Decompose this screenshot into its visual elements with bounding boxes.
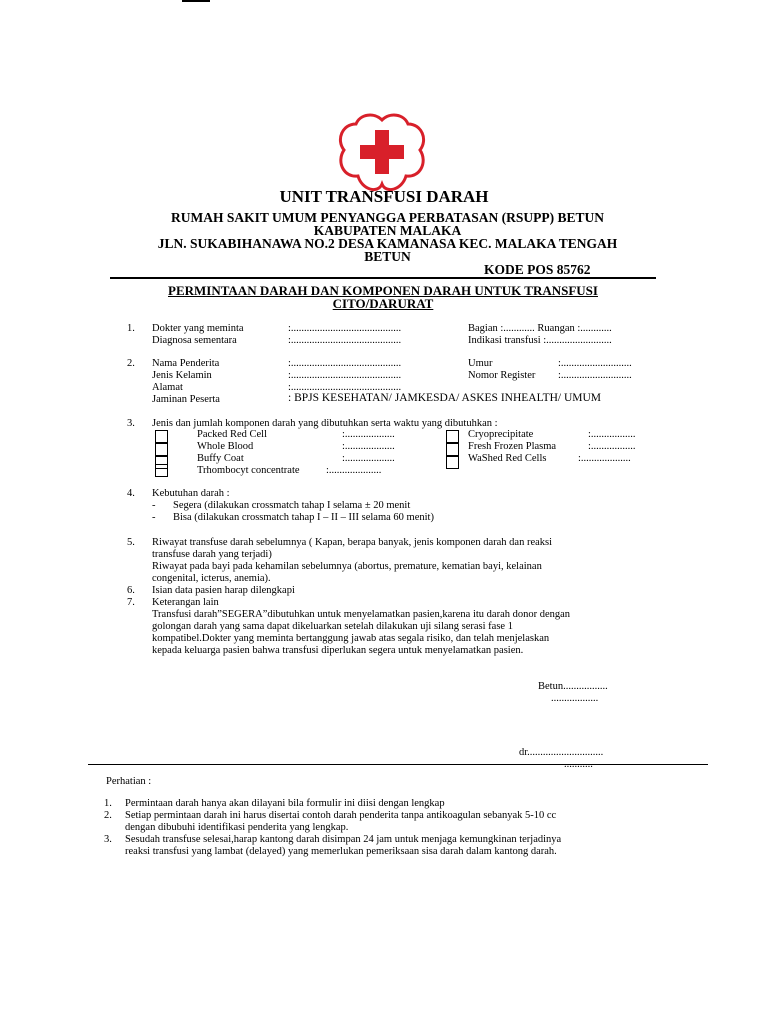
s4-dash-2: - <box>152 512 156 523</box>
checkbox-whole-blood[interactable] <box>155 443 168 456</box>
s7-line1: Transfusi darah”SEGERA”dibutuhkan untuk menyelamatkan pasien,karena itu darah donor dengan <box>152 609 571 620</box>
s1-num: 1. <box>127 323 135 334</box>
s1-diagnosa-dots[interactable]: :.......................................... <box>288 335 402 346</box>
checkbox-washed-red-cells[interactable] <box>446 456 459 469</box>
s7-line4: kepada keluarga pasien bahwa transfusi diperlukan segera untuk menyelamatkan pasien. <box>152 645 524 656</box>
s7-line2: golongan darah yang sama dapat dikeluarkan setelah dilakukan uji silang serasi fase 1 <box>152 621 513 632</box>
s1-bagian[interactable]: Bagian :............ Ruangan :............ <box>468 323 612 334</box>
s2-jaminan-value[interactable]: : BPJS KESEHATAN/ JAMKESDA/ ASKES INHEALTH/ UMUM <box>288 392 602 404</box>
s4-segera: Segera (dilakukan crossmatch tahap I selama ± 20 menit <box>173 500 411 511</box>
s3-num: 3. <box>127 418 135 429</box>
sign-betun-dots[interactable]: .................. <box>551 693 599 704</box>
form-title-1: PERMINTAAN DARAH DAN KOMPONEN DARAH UNTUK TRANSFUSI <box>168 283 598 298</box>
checkbox-trhombocyt[interactable] <box>155 464 168 477</box>
s3-packed-label: Packed Red Cell <box>197 429 267 440</box>
sign-dr[interactable]: dr............................. <box>519 747 604 758</box>
s7-label: Keterangan lain <box>152 597 219 608</box>
city: BETUN <box>364 249 411 264</box>
sign-betun[interactable]: Betun................. <box>538 681 608 692</box>
s5-num: 5. <box>127 537 135 548</box>
s3-washed-label: WaShed Red Cells <box>468 453 547 464</box>
note-2-num: 2. <box>104 810 112 821</box>
checkbox-packed-red-cell[interactable] <box>155 430 168 443</box>
note-3-text: Sesudah transfuse selesai,harap kantong darah disimpan 24 jam untuk menjaga kemungkinan terjadinya <box>125 834 562 845</box>
s2-num: 2. <box>127 358 135 369</box>
s2-jaminan-label: Jaminan Peserta <box>152 394 220 405</box>
s3-ffp-label: Fresh Frozen Plasma <box>468 441 557 452</box>
s3-trhombocyt-label: Trhombocyt concentrate <box>197 465 300 476</box>
s3-trhombocyt-dots[interactable]: :.................... <box>326 465 382 476</box>
s1-dokter-label: Dokter yang meminta <box>152 323 244 334</box>
header-rule <box>110 277 656 279</box>
hospital-name: RUMAH SAKIT UMUM PENYANGGA PERBATASAN (RSUPP) BETUN <box>170 210 605 225</box>
s2-nomor-dots[interactable]: :........................... <box>558 370 632 381</box>
regency: KABUPATEN MALAKA <box>313 223 462 238</box>
s1-diagnosa-label: Diagnosa sementara <box>152 335 237 346</box>
s1-dokter-dots[interactable]: :.......................................... <box>288 323 402 334</box>
s1-indikasi[interactable]: Indikasi transfusi :......................... <box>468 335 612 346</box>
s2-jenis-label: Jenis Kelamin <box>152 370 212 381</box>
s2-jenis-dots[interactable]: :.......................................... <box>288 370 402 381</box>
s2-nomor-label: Nomor Register <box>468 370 536 381</box>
s3-buffy-label: Buffy Coat <box>197 453 244 464</box>
s5-text1: Riwayat transfuse darah sebelumnya ( Kapan, berapa banyak, jenis komponen darah dan reaksi <box>152 537 553 548</box>
postal-code: KODE POS 85762 <box>484 262 591 277</box>
s6-num: 6. <box>127 585 135 596</box>
s7-line3: kompatibel.Dokter yang meminta bertanggung jawab atas segala risiko, dan telah menjelaskan <box>152 633 550 644</box>
s2-nama-dots[interactable]: :.......................................... <box>288 358 402 369</box>
form-title-2: CITO/DARURAT <box>332 296 434 311</box>
note-3-text2: reaksi transfusi yang lambat (delayed) yang memerlukan pemeriksaan sisa darah dalam kantong darah. <box>125 846 557 857</box>
s3-buffy-dots[interactable]: :................... <box>342 453 395 464</box>
s3-ffp-dots[interactable]: :................. <box>588 441 636 452</box>
s3-cryo-dots[interactable]: :................. <box>588 429 636 440</box>
notes-rule <box>88 764 708 765</box>
unit-title: UNIT TRANSFUSI DARAH <box>279 187 489 206</box>
s4-num: 4. <box>127 488 135 499</box>
s3-whole-dots[interactable]: :................... <box>342 441 395 452</box>
s3-whole-label: Whole Blood <box>197 441 254 452</box>
s3-cryo-label: Cryoprecipitate <box>468 429 534 440</box>
s2-umur-dots[interactable]: :........................... <box>558 358 632 369</box>
note-2-text2: dengan dibubuhi identifikasi penderita yang lengkap. <box>125 822 349 833</box>
s3-intro: Jenis dan jumlah komponen darah yang dibutuhkan serta waktu yang dibutuhkan : <box>152 418 498 429</box>
s5-text2: transfuse darah yang terjadi) <box>152 549 272 560</box>
s3-washed-dots[interactable]: :................... <box>578 453 631 464</box>
s5-text3: Riwayat pada bayi pada kehamilan sebelumnya (abortus, premature, kematian bayi, kelainan <box>152 561 542 572</box>
s2-nama-label: Nama Penderita <box>152 358 220 369</box>
red-cross-logo <box>338 112 426 192</box>
s6-text: Isian data pasien harap dilengkapi <box>152 585 295 596</box>
sign-dr-dots[interactable] <box>564 759 593 771</box>
s4-bisa: Bisa (dilakukan crossmatch tahap I – II – III selama 60 menit) <box>173 512 434 523</box>
s4-dash-1: - <box>152 500 156 511</box>
s3-packed-dots[interactable]: :................... <box>342 429 395 440</box>
s5-text4: congenital, icterus, anemia). <box>152 573 271 584</box>
s4-label: Kebutuhan darah : <box>152 488 230 499</box>
checkbox-cryoprecipitate[interactable] <box>446 430 459 443</box>
s7-num: 7. <box>127 597 135 608</box>
address: JLN. SUKABIHANAWA NO.2 DESA KAMANASA KEC. MALAKA TENGAH <box>157 236 618 251</box>
checkbox-ffp[interactable] <box>446 443 459 456</box>
note-1-num: 1. <box>104 798 112 809</box>
s2-alamat-dots[interactable]: :.......................................... <box>288 382 402 393</box>
notes-heading: Perhatian : <box>106 776 152 787</box>
s2-alamat-label: Alamat <box>152 382 183 393</box>
note-3-num: 3. <box>104 834 112 845</box>
note-2-text: Setiap permintaan darah ini harus disertai contoh darah penderita tanpa antikoagulan sebanyak 5-10 cc <box>125 810 557 821</box>
s2-umur-label: Umur <box>468 358 493 369</box>
note-1-text: Permintaan darah hanya akan dilayani bila formulir ini diisi dengan lengkap <box>125 798 445 809</box>
top-mark <box>182 0 210 2</box>
